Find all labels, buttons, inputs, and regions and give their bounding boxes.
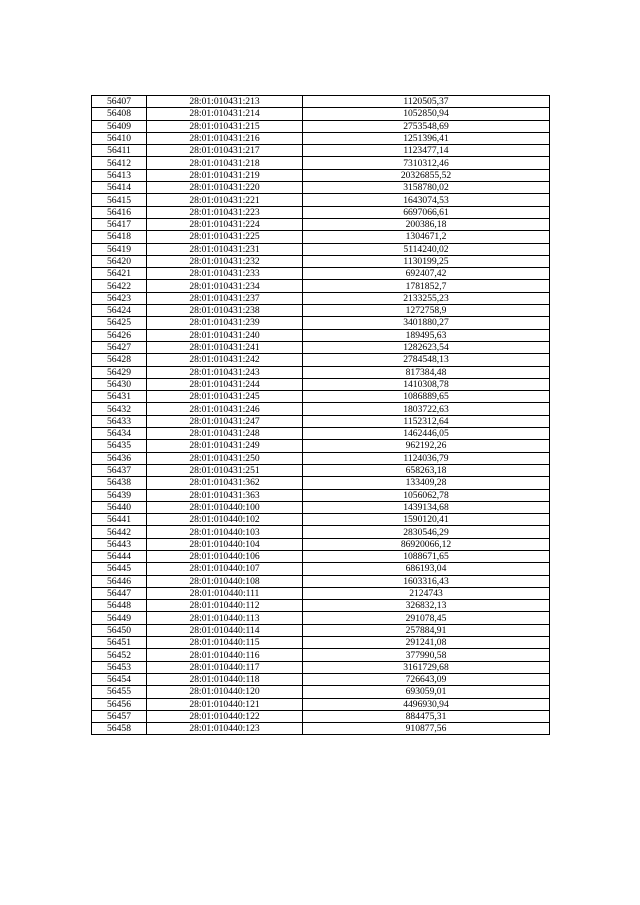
row-number-cell: 56446 (92, 575, 147, 587)
table-row (92, 415, 550, 427)
row-number-cell: 56423 (92, 292, 147, 304)
cadastral-value-cell: 658263,18 (303, 464, 550, 476)
table-row (92, 452, 550, 464)
cadastral-value-cell: 20326855,52 (303, 169, 550, 181)
row-number-cell: 56432 (92, 403, 147, 415)
cadastral-value-cell: 693059,01 (303, 686, 550, 698)
cadastral-value-cell: 1781852,7 (303, 280, 550, 292)
cadastral-value-cell: 2830546,29 (303, 526, 550, 538)
cadastral-value-cell: 1643074,53 (303, 194, 550, 206)
row-number-cell: 56445 (92, 563, 147, 575)
table-row (92, 354, 550, 366)
cadastral-number-cell: 28:01:010431:250 (147, 452, 303, 464)
table-row (92, 600, 550, 612)
row-number-cell: 56449 (92, 612, 147, 624)
cadastral-number-cell: 28:01:010440:102 (147, 514, 303, 526)
row-number-cell: 56420 (92, 255, 147, 267)
cadastral-value-cell: 910877,56 (303, 723, 550, 735)
row-number-cell: 56440 (92, 501, 147, 513)
cadastral-number-cell: 28:01:010431:362 (147, 477, 303, 489)
cadastral-value-cell: 726643,09 (303, 673, 550, 685)
cadastral-number-cell: 28:01:010440:112 (147, 600, 303, 612)
row-number-cell: 56418 (92, 231, 147, 243)
row-number-cell: 56451 (92, 637, 147, 649)
table-row (92, 428, 550, 440)
row-number-cell: 56448 (92, 600, 147, 612)
cadastral-number-cell: 28:01:010440:104 (147, 538, 303, 550)
row-number-cell: 56435 (92, 440, 147, 452)
row-number-cell: 56424 (92, 305, 147, 317)
table-row (92, 120, 550, 132)
cadastral-number-cell: 28:01:010431:221 (147, 194, 303, 206)
cadastral-number-cell: 28:01:010431:224 (147, 218, 303, 230)
cadastral-number-cell: 28:01:010431:363 (147, 489, 303, 501)
table-row (92, 255, 550, 267)
cadastral-number-cell: 28:01:010431:251 (147, 464, 303, 476)
cadastral-number-cell: 28:01:010431:246 (147, 403, 303, 415)
row-number-cell: 56439 (92, 489, 147, 501)
table-row (92, 550, 550, 562)
cadastral-value-cell: 1282623,54 (303, 341, 550, 353)
cadastral-value-cell: 1124036,79 (303, 452, 550, 464)
table-row (92, 403, 550, 415)
cadastral-number-cell: 28:01:010440:106 (147, 550, 303, 562)
cadastral-value-cell: 1052850,94 (303, 108, 550, 120)
row-number-cell: 56419 (92, 243, 147, 255)
table-row (92, 108, 550, 120)
table-row (92, 341, 550, 353)
cadastral-number-cell: 28:01:010440:103 (147, 526, 303, 538)
table-row (92, 280, 550, 292)
cadastral-value-cell: 6697066,61 (303, 206, 550, 218)
table-row (92, 169, 550, 181)
cadastral-value-cell: 2133255,23 (303, 292, 550, 304)
row-number-cell: 56441 (92, 514, 147, 526)
row-number-cell: 56422 (92, 280, 147, 292)
cadastral-value-cell: 3161729,68 (303, 661, 550, 673)
cadastral-number-cell: 28:01:010431:219 (147, 169, 303, 181)
table-row (92, 464, 550, 476)
cadastral-number-cell: 28:01:010440:123 (147, 723, 303, 735)
cadastral-number-cell: 28:01:010431:243 (147, 366, 303, 378)
cadastral-value-cell: 1603316,43 (303, 575, 550, 587)
cadastral-value-cell: 7310312,46 (303, 157, 550, 169)
table-row (92, 538, 550, 550)
cadastral-number-cell: 28:01:010440:122 (147, 710, 303, 722)
table-body (92, 96, 550, 735)
row-number-cell: 56410 (92, 132, 147, 144)
cadastral-value-cell: 1086889,65 (303, 391, 550, 403)
table-row (92, 206, 550, 218)
cadastral-value-cell: 962192,26 (303, 440, 550, 452)
table-row (92, 612, 550, 624)
cadastral-value-cell: 4496930,94 (303, 698, 550, 710)
cadastral-value-cell: 291078,45 (303, 612, 550, 624)
cadastral-value-cell: 2124743 (303, 587, 550, 599)
table-row (92, 710, 550, 722)
table-row (92, 489, 550, 501)
cadastral-number-cell: 28:01:010431:217 (147, 145, 303, 157)
table-row (92, 182, 550, 194)
row-number-cell: 56425 (92, 317, 147, 329)
table-row (92, 231, 550, 243)
table-row (92, 440, 550, 452)
cadastral-number-cell: 28:01:010431:240 (147, 329, 303, 341)
cadastral-value-cell: 189495,63 (303, 329, 550, 341)
row-number-cell: 56426 (92, 329, 147, 341)
cadastral-number-cell: 28:01:010431:239 (147, 317, 303, 329)
cadastral-value-cell: 86920066,12 (303, 538, 550, 550)
cadastral-number-cell: 28:01:010440:100 (147, 501, 303, 513)
cadastral-number-cell: 28:01:010431:213 (147, 96, 303, 108)
cadastral-value-cell: 1439134,68 (303, 501, 550, 513)
cadastral-number-cell: 28:01:010440:118 (147, 673, 303, 685)
cadastral-value-cell: 1462446,05 (303, 428, 550, 440)
cadastral-value-cell: 133409,28 (303, 477, 550, 489)
cadastral-number-cell: 28:01:010431:249 (147, 440, 303, 452)
row-number-cell: 56437 (92, 464, 147, 476)
cadastral-number-cell: 28:01:010431:218 (147, 157, 303, 169)
cadastral-number-cell: 28:01:010431:231 (147, 243, 303, 255)
row-number-cell: 56452 (92, 649, 147, 661)
table-row (92, 194, 550, 206)
row-number-cell: 56453 (92, 661, 147, 673)
cadastral-value-cell: 2753548,69 (303, 120, 550, 132)
cadastral-number-cell: 28:01:010431:220 (147, 182, 303, 194)
table-row (92, 698, 550, 710)
table-row (92, 686, 550, 698)
cadastral-number-cell: 28:01:010431:223 (147, 206, 303, 218)
table-row (92, 218, 550, 230)
cadastral-number-cell: 28:01:010440:113 (147, 612, 303, 624)
cadastral-number-cell: 28:01:010431:247 (147, 415, 303, 427)
cadastral-number-cell: 28:01:010440:114 (147, 624, 303, 636)
row-number-cell: 56414 (92, 182, 147, 194)
cadastral-value-cell: 1410308,78 (303, 378, 550, 390)
row-number-cell: 56413 (92, 169, 147, 181)
table-row (92, 723, 550, 735)
row-number-cell: 56442 (92, 526, 147, 538)
cadastral-number-cell: 28:01:010431:241 (147, 341, 303, 353)
table-row (92, 378, 550, 390)
cadastral-value-cell: 817384,48 (303, 366, 550, 378)
cadastral-number-cell: 28:01:010431:215 (147, 120, 303, 132)
table-row (92, 132, 550, 144)
table-row (92, 587, 550, 599)
table-row (92, 637, 550, 649)
table-row (92, 157, 550, 169)
cadastral-value-cell: 200386,18 (303, 218, 550, 230)
row-number-cell: 56447 (92, 587, 147, 599)
row-number-cell: 56434 (92, 428, 147, 440)
cadastral-number-cell: 28:01:010431:216 (147, 132, 303, 144)
table-row (92, 268, 550, 280)
row-number-cell: 56430 (92, 378, 147, 390)
cadastral-number-cell: 28:01:010431:248 (147, 428, 303, 440)
table-row (92, 575, 550, 587)
row-number-cell: 56457 (92, 710, 147, 722)
table-row (92, 145, 550, 157)
row-number-cell: 56411 (92, 145, 147, 157)
cadastral-value-cell: 1120505,37 (303, 96, 550, 108)
cadastral-number-cell: 28:01:010440:120 (147, 686, 303, 698)
table-row (92, 366, 550, 378)
row-number-cell: 56443 (92, 538, 147, 550)
cadastral-number-cell: 28:01:010431:244 (147, 378, 303, 390)
row-number-cell: 56433 (92, 415, 147, 427)
cadastral-value-cell: 692407,42 (303, 268, 550, 280)
cadastral-value-cell: 5114240,02 (303, 243, 550, 255)
cadastral-number-cell: 28:01:010440:111 (147, 587, 303, 599)
row-number-cell: 56428 (92, 354, 147, 366)
table-row (92, 329, 550, 341)
table-row (92, 514, 550, 526)
table-row (92, 501, 550, 513)
cadastral-number-cell: 28:01:010440:121 (147, 698, 303, 710)
cadastral-value-cell: 1056062,78 (303, 489, 550, 501)
cadastral-value-cell: 1803722,63 (303, 403, 550, 415)
row-number-cell: 56407 (92, 96, 147, 108)
row-number-cell: 56408 (92, 108, 147, 120)
table-row (92, 477, 550, 489)
cadastral-value-cell: 1123477,14 (303, 145, 550, 157)
cadastral-value-cell: 291241,08 (303, 637, 550, 649)
table-row (92, 649, 550, 661)
row-number-cell: 56431 (92, 391, 147, 403)
table-row (92, 391, 550, 403)
table-row (92, 624, 550, 636)
cadastral-value-cell: 3401880,27 (303, 317, 550, 329)
cadastral-number-cell: 28:01:010431:225 (147, 231, 303, 243)
table-row (92, 526, 550, 538)
cadastral-number-cell: 28:01:010431:234 (147, 280, 303, 292)
row-number-cell: 56455 (92, 686, 147, 698)
cadastral-number-cell: 28:01:010440:117 (147, 661, 303, 673)
cadastral-number-cell: 28:01:010440:107 (147, 563, 303, 575)
table-row (92, 243, 550, 255)
cadastral-number-cell: 28:01:010440:115 (147, 637, 303, 649)
cadastral-value-cell: 3158780,02 (303, 182, 550, 194)
row-number-cell: 56436 (92, 452, 147, 464)
cadastral-value-cell: 2784548,13 (303, 354, 550, 366)
cadastral-number-cell: 28:01:010431:233 (147, 268, 303, 280)
row-number-cell: 56458 (92, 723, 147, 735)
table-row (92, 563, 550, 575)
cadastral-number-cell: 28:01:010431:237 (147, 292, 303, 304)
row-number-cell: 56416 (92, 206, 147, 218)
row-number-cell: 56450 (92, 624, 147, 636)
row-number-cell: 56456 (92, 698, 147, 710)
cadastral-value-cell: 884475,31 (303, 710, 550, 722)
cadastral-value-cell: 1251396,41 (303, 132, 550, 144)
table-row (92, 305, 550, 317)
cadastral-number-cell: 28:01:010431:238 (147, 305, 303, 317)
cadastral-value-cell: 326832,13 (303, 600, 550, 612)
row-number-cell: 56427 (92, 341, 147, 353)
cadastral-value-cell: 1272758,9 (303, 305, 550, 317)
row-number-cell: 56438 (92, 477, 147, 489)
cadastral-value-table (91, 95, 550, 735)
cadastral-number-cell: 28:01:010440:108 (147, 575, 303, 587)
cadastral-value-cell: 1590120,41 (303, 514, 550, 526)
table-row (92, 673, 550, 685)
cadastral-number-cell: 28:01:010431:242 (147, 354, 303, 366)
cadastral-number-cell: 28:01:010440:116 (147, 649, 303, 661)
row-number-cell: 56409 (92, 120, 147, 132)
table-row (92, 292, 550, 304)
row-number-cell: 56417 (92, 218, 147, 230)
row-number-cell: 56444 (92, 550, 147, 562)
cadastral-value-cell: 1088671,65 (303, 550, 550, 562)
table-row (92, 317, 550, 329)
cadastral-number-cell: 28:01:010431:245 (147, 391, 303, 403)
cadastral-value-cell: 1304671,2 (303, 231, 550, 243)
row-number-cell: 56412 (92, 157, 147, 169)
cadastral-value-cell: 257884,91 (303, 624, 550, 636)
row-number-cell: 56429 (92, 366, 147, 378)
row-number-cell: 56415 (92, 194, 147, 206)
cadastral-value-cell: 1130199,25 (303, 255, 550, 267)
table-row (92, 96, 550, 108)
row-number-cell: 56454 (92, 673, 147, 685)
cadastral-value-cell: 686193,04 (303, 563, 550, 575)
row-number-cell: 56421 (92, 268, 147, 280)
table-row (92, 661, 550, 673)
cadastral-number-cell: 28:01:010431:214 (147, 108, 303, 120)
cadastral-value-cell: 377990,58 (303, 649, 550, 661)
cadastral-value-cell: 1152312,64 (303, 415, 550, 427)
cadastral-number-cell: 28:01:010431:232 (147, 255, 303, 267)
